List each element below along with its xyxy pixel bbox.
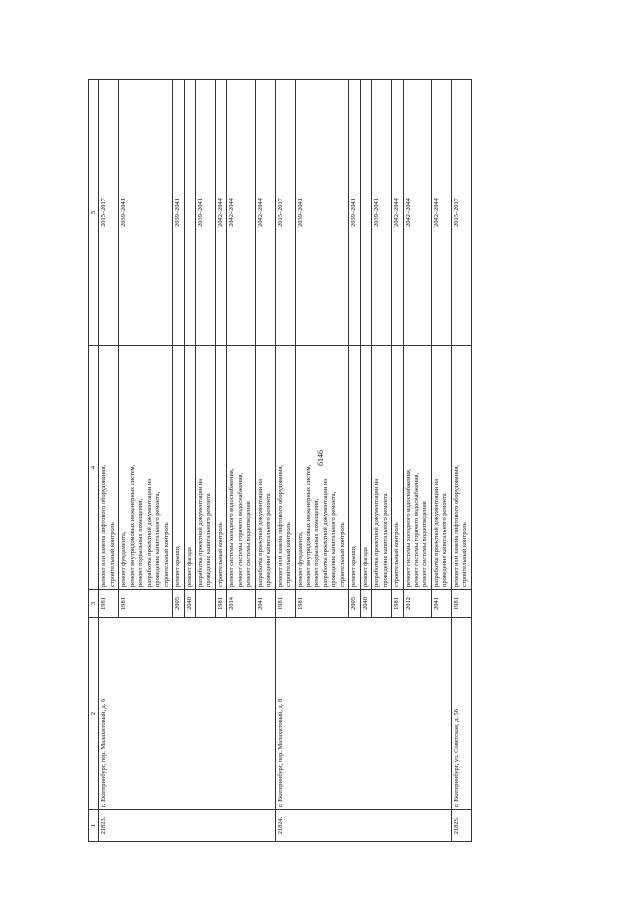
- commission-year: 1981: [295, 590, 349, 618]
- building-address: г. Екатеринбург, пер. Малахитовый, д. 8: [275, 618, 451, 810]
- commission-year: [195, 590, 215, 618]
- planned-period: 2039–2041: [295, 80, 349, 346]
- commission-year: 1981: [275, 590, 295, 618]
- work-type-cell: [451, 346, 471, 590]
- work-type-line: ремонт или замена лифтового оборудования,: [452, 464, 460, 587]
- header-row: [89, 80, 99, 842]
- work-type-line: разработка проектной документации на: [321, 478, 329, 587]
- column-header: 1: [89, 810, 99, 842]
- rotated-page: [88, 80, 589, 842]
- work-type-cell: [372, 346, 392, 590]
- column-header: 4: [89, 346, 99, 590]
- table-body: [99, 80, 471, 842]
- work-type-line: строительный контроль: [285, 522, 293, 587]
- work-type-line: ремонт внутридомовых инженерных систем,: [128, 464, 136, 587]
- work-type-cell: [184, 346, 195, 590]
- work-type-cell: [403, 346, 431, 590]
- row-number: 21824.: [275, 810, 451, 842]
- work-type-line: ремонт системы водоотведения: [421, 501, 429, 587]
- commission-year: 2012: [403, 590, 431, 618]
- table-row: [275, 80, 295, 842]
- work-type-cell: [119, 346, 173, 590]
- work-type-line: разработка проектной документации на: [196, 478, 204, 587]
- work-type-line: разработка проектной документации на: [256, 478, 264, 587]
- work-type-line: разработка проектной документации на: [373, 478, 381, 587]
- work-type-line: проведение капитального ремонта,: [154, 491, 162, 587]
- planned-period: 2042–2044: [215, 80, 226, 346]
- building-address: г. Екатеринбург, ул. Советская, д. 56: [451, 618, 471, 810]
- commission-year: 2005: [349, 590, 360, 618]
- commission-year: 2040: [360, 590, 371, 618]
- work-type-line: разработка проектной документации на: [432, 478, 440, 587]
- work-type-cell: [255, 346, 275, 590]
- planned-period: 2042–2044: [392, 80, 403, 346]
- work-type-line: проведение капитального ремонта,: [330, 491, 338, 587]
- commission-year: 2041: [431, 590, 451, 618]
- planned-period: 2015–2017: [99, 80, 119, 346]
- row-number: 21823.: [99, 810, 275, 842]
- work-type-line: ремонт или замена лифтового оборудования,: [276, 464, 284, 587]
- work-type-line: строительный контроль: [216, 522, 224, 587]
- work-type-line: ремонт подвальных помещений,: [313, 498, 321, 587]
- work-type-line: строительный контроль: [162, 522, 170, 587]
- repair-schedule-table: [88, 79, 472, 842]
- work-type-cell: [392, 346, 403, 590]
- work-type-line: ремонт системы водоотведения: [245, 501, 253, 587]
- work-type-line: ремонт или замена лифтового оборудования,: [100, 464, 108, 587]
- row-number: 21825.: [451, 810, 471, 842]
- planned-period: 2042–2044: [431, 80, 451, 346]
- work-type-line: ремонт системы холодного водоснабжения,: [404, 468, 412, 587]
- commission-year: 1981: [99, 590, 119, 618]
- work-type-line: проведение капитального ремонта: [381, 493, 389, 587]
- commission-year: 1981: [215, 590, 226, 618]
- work-type-line: ремонт внутридомовых инженерных систем,: [304, 464, 312, 587]
- work-type-line: разработка проектной документации на: [145, 478, 153, 587]
- work-type-line: строительный контроль: [393, 522, 401, 587]
- work-type-line: ремонт системы горячего водоснабжения,: [236, 472, 244, 587]
- work-type-cell: [195, 346, 215, 590]
- table-row: [99, 80, 119, 842]
- table-row: [451, 80, 471, 842]
- page-number: 6146: [316, 450, 325, 466]
- work-type-cell: [360, 346, 371, 590]
- planned-period: 2015–2017: [275, 80, 295, 346]
- commission-year: 1981: [392, 590, 403, 618]
- work-type-line: проведение капитального ремонта: [441, 493, 449, 587]
- building-address: г. Екатеринбург, пер. Малахитовый, д. 6: [99, 618, 275, 810]
- work-type-cell: [99, 346, 119, 590]
- work-type-line: ремонт крыши,: [350, 545, 358, 587]
- work-type-line: ремонт фундамента,: [120, 531, 128, 587]
- work-type-line: ремонт системы холодного водоснабжения,: [228, 468, 236, 587]
- work-type-cell: [349, 346, 360, 590]
- planned-period: 2039–2041: [119, 80, 173, 346]
- work-type-line: ремонт фасада: [361, 547, 369, 587]
- work-type-line: ремонт фундамента,: [296, 531, 304, 587]
- work-type-cell: [295, 346, 349, 590]
- planned-period: [360, 80, 371, 346]
- commission-year: 2005: [173, 590, 184, 618]
- work-type-cell: [227, 346, 255, 590]
- commission-year: 1981: [119, 590, 173, 618]
- work-type-line: ремонт фасада: [185, 547, 193, 587]
- work-type-cell: [431, 346, 451, 590]
- planned-period: 2039–2041: [349, 80, 360, 346]
- work-type-cell: [215, 346, 226, 590]
- column-header: 2: [89, 618, 99, 810]
- work-type-line: строительный контроль: [338, 522, 346, 587]
- commission-year: 1981: [451, 590, 471, 618]
- work-type-line: ремонт подвальных помещений,: [137, 498, 145, 587]
- work-type-line: проведение капитального ремонта: [265, 493, 273, 587]
- planned-period: 2039–2041: [195, 80, 215, 346]
- work-type-line: ремонт крыши,: [174, 545, 182, 587]
- planned-period: 2039–2041: [372, 80, 392, 346]
- work-type-cell: [275, 346, 295, 590]
- commission-year: 2014: [227, 590, 255, 618]
- commission-year: 2041: [255, 590, 275, 618]
- planned-period: [184, 80, 195, 346]
- work-type-line: проведение капитального ремонта: [205, 493, 213, 587]
- planned-period: 2039–2041: [173, 80, 184, 346]
- commission-year: [372, 590, 392, 618]
- work-type-line: строительный контроль: [108, 522, 116, 587]
- planned-period: 2042–2044: [255, 80, 275, 346]
- column-header: 3: [89, 590, 99, 618]
- work-type-cell: [173, 346, 184, 590]
- commission-year: 2040: [184, 590, 195, 618]
- work-type-line: ремонт системы горячего водоснабжения,: [412, 472, 420, 587]
- planned-period: 2015–2017: [451, 80, 471, 346]
- column-header: 5: [89, 80, 99, 346]
- work-type-line: строительный контроль: [461, 522, 469, 587]
- planned-period: 2042–2044: [227, 80, 255, 346]
- planned-period: 2042–2044: [403, 80, 431, 346]
